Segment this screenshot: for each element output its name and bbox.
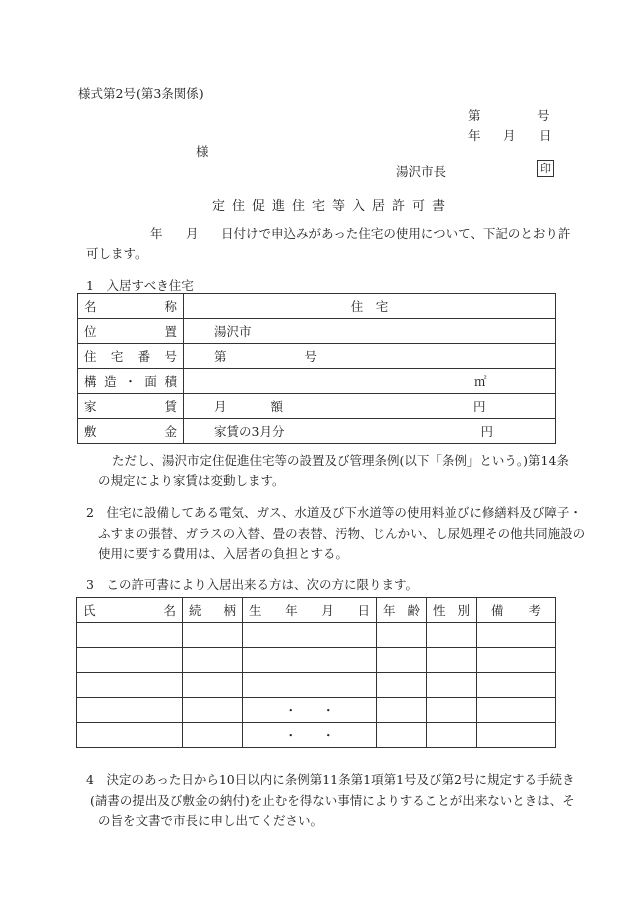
date-year: 年 [468, 128, 481, 143]
number-suffix: 号 [537, 108, 550, 123]
section3-heading: 3 この許可書により入居出来る方は、次の方に限ります。 [86, 577, 418, 592]
housing-location: 湯沢市 [184, 319, 556, 344]
section2-line2: ふすまの張替、ガラスの入替、畳の表替、汚物、じんかい、し尿処理その他共同施設の [98, 526, 586, 541]
intro-continuation: 可します。 [86, 246, 148, 261]
area-unit: ㎡ [184, 369, 556, 394]
table-row [77, 623, 556, 648]
intro-month: 月 [186, 226, 199, 241]
section4-line1: 4 決定のあった日から10日以内に条例第11条第1項第1号及び第2号に規定する手続き [86, 772, 575, 787]
document-title: 定住促進住宅等入居許可書 [212, 199, 453, 214]
table-header-row: 氏 名 続 柄 生 年 月 日 年 齢 性 別 備 考 [77, 598, 556, 623]
addressee-suffix: 様 [196, 144, 209, 159]
number-prefix: 第 [468, 108, 481, 123]
section4-line3: の旨を文書で市長に申し出てください。 [98, 813, 324, 828]
seal-mark: 印 [537, 160, 554, 177]
table-row: 敷 金 家賃の3月分 円 [78, 419, 556, 444]
table-row: 名 称 住 宅 [78, 294, 556, 319]
table-row: 家 賃 月 額 円 [78, 394, 556, 419]
note-line2: の規定により家賃は変動します。 [98, 473, 285, 488]
intro-text: 日付けで申込みがあった住宅の使用について、下記のとおり許 [221, 226, 571, 241]
table-row: 構 造 ・ 面 積 ㎡ [78, 369, 556, 394]
note-line1: ただし、湯沢市定住促進住宅等の設置及び管理条例(以下「条例」という。)第14条 [112, 453, 569, 468]
housing-table [77, 293, 556, 444]
date-day: 日 [539, 128, 552, 143]
intro-year: 年 [150, 226, 163, 241]
table-row: 位 置 湯沢市 [78, 319, 556, 344]
date-month: 月 [503, 128, 516, 143]
table-row [77, 673, 556, 698]
table-row: 住 宅 番 号 第 号 [78, 344, 556, 369]
table-row: ・ ・ [77, 698, 556, 723]
section2-line3: 使用に要する費用は、入居者の負担とする。 [98, 546, 349, 561]
table-row: ・ ・ [77, 723, 556, 748]
section2-line1: 2 住宅に設備してある電気、ガス、水道及び下水道等の使用料並びに修繕料及び障子・ [86, 505, 582, 520]
form-label: 様式第2号(第3条関係) [78, 86, 204, 101]
issuer: 湯沢市長 [396, 164, 447, 179]
section4-line2: (請書の提出及び敷金の納付)を止むを得ない事情によりすることが出来ないときは、そ [90, 793, 575, 808]
residents-table [76, 597, 556, 748]
table-row [77, 648, 556, 673]
housing-name: 住 宅 [184, 294, 556, 319]
section1-heading: 1 入居すべき住宅 [86, 278, 194, 293]
